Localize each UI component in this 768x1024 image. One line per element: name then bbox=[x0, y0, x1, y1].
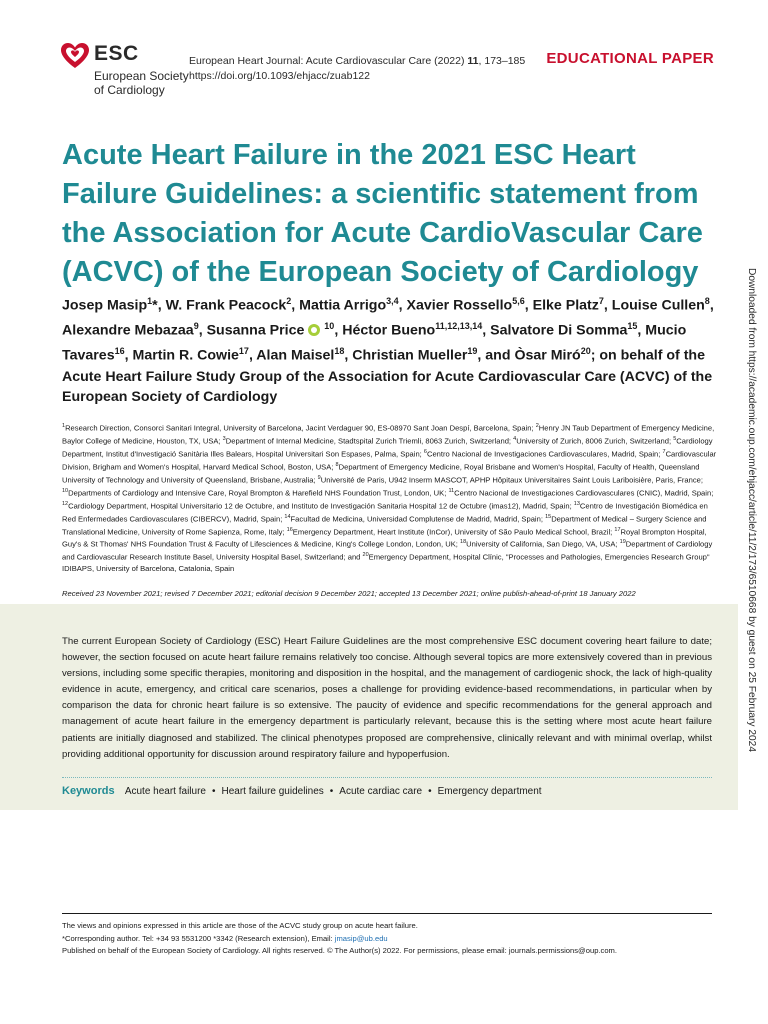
author-affiliation-ref: 17 bbox=[238, 346, 249, 357]
affiliation-number: 12 bbox=[62, 500, 69, 507]
author-affiliation-ref: 5,6 bbox=[512, 296, 525, 306]
affiliation-text: University of Zurich, 8006 Zurich, Switzerland; bbox=[516, 436, 674, 446]
keyword[interactable]: Acute cardiac care bbox=[339, 786, 423, 797]
author-list: Josep Masip$^1$*, W. Frank Peacock$^2$, Mattia Arrigo$^{3,4}$, Xavier Rossello$^{5,6}$, Elke Platz$^7$, Louise Cullen$^8$, Alexandre Mebazaa$^9$, Susanna Price $^{10}$, Héctor Bueno$^{11,12,13,14}$, Salvatore Di Somma$^{15}$, Mucio Tavares$^{16}$, Martin R. Cowie$^{17}$, Alan Maisel$^{18}$, Christian Mueller$^{19}$, and Òsar Miró$^{20}$; on behalf of the Acute Heart Failure Study Group of the Association for Acute Cardiovascular Care (ACVC) of the European Society of Cardiology bbox=[62, 296, 714, 406]
author-affiliation-ref: 20 bbox=[580, 346, 591, 357]
affiliation-text: Centro Nacional de Investigaciones Cardiovasculares, Madrid, Spain; bbox=[426, 449, 663, 459]
affiliation-number: 20 bbox=[362, 552, 369, 559]
author-affiliation-ref: 8 bbox=[704, 296, 710, 306]
author-name[interactable]: Susanna Price bbox=[206, 322, 305, 339]
affiliation-text: Université de Paris, U942 Inserm MASCOT, APHP Hôpitaux Universitaires Saint Louis Lariboisière, Paris, France; bbox=[320, 475, 703, 485]
author-name[interactable]: Martin R. Cowie bbox=[132, 348, 239, 365]
affiliation-number: 14 bbox=[284, 513, 291, 520]
author-name[interactable]: Alexandre Mebazaa bbox=[62, 322, 194, 339]
keyword[interactable]: Heart failure guidelines bbox=[221, 786, 324, 797]
affiliation-text: Cardiology Department, Hospital Universitario 12 de Octubre, and Instituto de Investigación Sanitaria Hospital 12 de Octubre (imas12), Madrid, Spain; bbox=[68, 501, 574, 511]
footnote-views: The views and opinions expressed in this article are those of the ACVC study group on acute heart failure. bbox=[62, 921, 418, 930]
affiliation-text: Department of Internal Medicine, Stadtspital Zurich Triemli, 8063 Zurich, Switzerland; bbox=[225, 436, 514, 446]
affiliation-number: 7 bbox=[662, 448, 666, 455]
author-affiliation-ref: 2 bbox=[286, 296, 292, 306]
author-affiliation-ref: 10 bbox=[324, 321, 335, 332]
abstract-divider bbox=[62, 777, 712, 778]
footnote-corresponding bbox=[62, 933, 722, 946]
keywords-list bbox=[125, 786, 542, 797]
doi-link[interactable]: https://doi.org/10.1093/ehjacc/zuab122 bbox=[189, 70, 370, 82]
affiliation-number: 5 bbox=[673, 435, 677, 442]
affiliation-text: Centro de Investigación Biomédica en Red Enfermedades Cardiovasculares (CIBERCV), Madrid, Spain; bbox=[62, 501, 708, 524]
logo-subtitle-line1: European Society bbox=[94, 69, 189, 83]
affiliation-text: Centro Nacional de Investigaciones Cardiovasculares (CNIC), Madrid, Spain; bbox=[454, 488, 714, 498]
affiliation-number: 6 bbox=[423, 448, 427, 455]
author-name[interactable]: Christian Mueller bbox=[352, 348, 468, 365]
author-name[interactable]: Louise Cullen bbox=[611, 297, 705, 314]
affiliation-number: 16 bbox=[286, 526, 293, 533]
heart-logo-icon bbox=[60, 42, 90, 70]
paper-type-label: EDUCATIONAL PAPER bbox=[546, 50, 714, 67]
affiliation-number: 11 bbox=[448, 487, 455, 494]
author-affiliation-ref: 19 bbox=[467, 346, 478, 357]
affiliation-text: Royal Brompton Hospital, Guy's & St Thomas' NHS Foundation Trust & Faculty of Lifesciences & Medicine, King's College London, London, UK; bbox=[62, 527, 707, 549]
keyword[interactable]: Acute heart failure bbox=[124, 786, 206, 797]
author-affiliation-ref: 16 bbox=[114, 346, 125, 357]
logo-subtitle-line2: of Cardiology bbox=[94, 83, 165, 97]
author-affiliation-ref: 7 bbox=[598, 296, 604, 306]
affiliation-number: 13 bbox=[573, 500, 580, 507]
author-name[interactable]: Xavier Rossello bbox=[406, 297, 513, 314]
journal-pages: , 173–185 bbox=[478, 55, 526, 67]
author-name[interactable]: Alan Maisel bbox=[256, 348, 335, 365]
author-name[interactable]: Héctor Bueno bbox=[342, 322, 436, 339]
affiliation-number: 10 bbox=[62, 487, 69, 494]
affiliation-text: Emergency Department, Heart Institute (InCor), University of São Paulo Medical School, Brazil; bbox=[292, 527, 615, 537]
author-affiliation-ref: 11,12,13,14 bbox=[435, 321, 483, 332]
download-watermark bbox=[741, 268, 761, 928]
affiliation-text: Department of Emergency Medicine, Royal Brisbane and Women's Hospital, Faculty of Health, Queensland University of Technology and University of Queensland, Brisbane, Australia; bbox=[62, 462, 700, 485]
author-affiliation-ref: 9 bbox=[193, 321, 199, 332]
keyword-separator: • bbox=[428, 786, 432, 797]
author-name[interactable]: Salvatore Di Somma bbox=[490, 322, 628, 339]
affiliation-number: 2 bbox=[535, 423, 539, 429]
affiliation-text: Facultad de Medicina, Universidad Complutense de Madrid, Madrid, Spain; bbox=[290, 514, 546, 524]
affiliation-text: Departments of Cardiology and Intensive Care, Royal Brompton & Harefield NHS Foundation Trust, London, UK; bbox=[68, 488, 449, 498]
download-notice: Downloaded from https://academic.oup.com/ehjacc/article/11/2/173/6510668 by guest on 25 February 2024 bbox=[746, 268, 757, 753]
affiliations bbox=[62, 421, 718, 575]
affiliation-text: Henry JN Taub Department of Emergency Medicine, Baylor College of Medicine, Houston, TX, USA; bbox=[62, 423, 715, 446]
keywords-row bbox=[62, 785, 712, 797]
journal-header bbox=[60, 40, 720, 100]
affiliation-number: 3 bbox=[222, 435, 226, 442]
article-title: Acute Heart Failure in the 2021 ESC Heart Failure Guidelines: a scientific statement from the Association for Acute CardioVascular Care (ACVC) of the European Society of Cardiology bbox=[62, 139, 703, 288]
esc-logo[interactable] bbox=[60, 40, 190, 100]
journal-citation bbox=[189, 54, 525, 84]
orcid-icon[interactable] bbox=[308, 324, 320, 336]
affiliation-text: Cardiology Department, Institut d'Investigació Sanitària Illes Balears, Hospital Universitari Son Espases, Palma, Spain; bbox=[62, 436, 713, 459]
keyword-separator: • bbox=[329, 786, 334, 797]
journal-volume: 11 bbox=[467, 55, 479, 67]
author-affiliation-ref: 3,4 bbox=[386, 296, 399, 306]
author-name[interactable]: Elke Platz bbox=[532, 297, 599, 314]
corresponding-mark: * bbox=[152, 297, 158, 314]
affiliation-number: 4 bbox=[513, 435, 517, 442]
author-affiliation-ref: 18 bbox=[334, 346, 345, 357]
footnote-publisher: Published on behalf of the European Society of Cardiology. All rights reserved. © The Author(s) 2022. For permissions, please email: journals.permissions@oup.com. bbox=[62, 946, 617, 955]
affiliation-text: University of California, San Diego, VA, USA; bbox=[466, 539, 620, 549]
keyword[interactable]: Emergency department bbox=[437, 786, 542, 797]
author-name[interactable]: Mucio Tavares bbox=[62, 322, 687, 365]
article-dates: Received 23 November 2021; revised 7 December 2021; editorial decision 9 December 2021; accepted 13 December 2021; online publish-ahead-of-print 18 January 2022 bbox=[62, 589, 636, 598]
keywords-label: Keywords bbox=[62, 785, 115, 797]
author-name[interactable]: Mattia Arrigo bbox=[299, 297, 387, 314]
corresponding-text: *Corresponding author. Tel: +34 93 5531200 *3342 (Research extension), Email: bbox=[62, 933, 335, 943]
footnotes bbox=[62, 920, 722, 958]
author-name[interactable]: Òsar Miró bbox=[514, 348, 581, 365]
affiliation-number: 9 bbox=[317, 474, 321, 481]
affiliation-text: Department of Medical – Surgery Science and Translational Medicine, University of Rome Sapienza, Rome, Italy; bbox=[62, 514, 707, 537]
affiliation-number: 8 bbox=[335, 461, 339, 468]
author-affiliation-ref: 1 bbox=[147, 296, 153, 306]
affiliation-number: 17 bbox=[614, 526, 621, 533]
author-group: ; on behalf of the Acute Heart Failure Study Group of the Association for Acute Cardiovascular Care (ACVC) of the European Society of Cardiology bbox=[62, 348, 713, 406]
keyword-separator: • bbox=[211, 786, 216, 797]
affiliation-number: 18 bbox=[460, 539, 467, 546]
journal-name: European Heart Journal: Acute Cardiovascular Care (2022) bbox=[189, 55, 465, 67]
affiliation-text: Cardiovascular Division, Brigham and Women's Hospital, Harvard Medical School, Boston, USA; bbox=[62, 449, 717, 472]
author-affiliation-ref: 15 bbox=[627, 321, 638, 332]
footer-divider bbox=[62, 913, 712, 914]
affiliation-number: 15 bbox=[545, 513, 552, 520]
affiliation-text: Emergency Department, Hospital Clínic, "Processes and Pathologies, Emergencies Research Group" IDIBAPS, University of Barcelona, Catalonia, Spain bbox=[62, 552, 710, 574]
affiliation-number: 19 bbox=[619, 539, 626, 546]
affiliation-text: Research Direction, Consorci Sanitari Integral, University of Barcelona, Jacint Verdaguer 90, ES-08970 Sant Joan Despí, Barcelona, Spain; bbox=[65, 423, 536, 433]
author-name[interactable]: W. Frank Peacock bbox=[165, 297, 287, 314]
author-name[interactable]: Josep Masip bbox=[62, 297, 148, 314]
abstract-text: The current European Society of Cardiology (ESC) Heart Failure Guidelines are the most comprehensive ESC document covering heart failure to date; however, the section focused on acute heart failure remains relatively too concise. Although several topics are more extensively covered than in previous versions, including some specific therapies, monitoring and disposition in the hospital, and the management of cardiogenic shock, the lack of high-quality evidence in acute, emergency, and critical care scenarios, poses a challenge for providing evidence-based recommendations, in particular when by comparison the data for chronic heart failure is so extensive. The paucity of evidence and specific recommendations for the general approach and management of acute heart failure in the emergency department is particularly relevant, because this is the setting where most acute heart failure patients are initially diagnosed and stabilized. The clinical phenotypes proposed are comprehensive, clinically relevant and with minimal overlap, whilst providing additional opportunity for discussion around respiratory failure and hypoperfusion. bbox=[62, 636, 712, 760]
affiliation-number: 1 bbox=[62, 423, 66, 429]
logo-wordmark: ESC bbox=[94, 42, 139, 65]
corresponding-email-link[interactable]: jmasip@ub.edu bbox=[334, 933, 388, 943]
affiliation-text: Department of Cardiology and Cardiovascular Research Institute Basel, University Hospital Basel, Switzerland; and bbox=[62, 539, 713, 562]
